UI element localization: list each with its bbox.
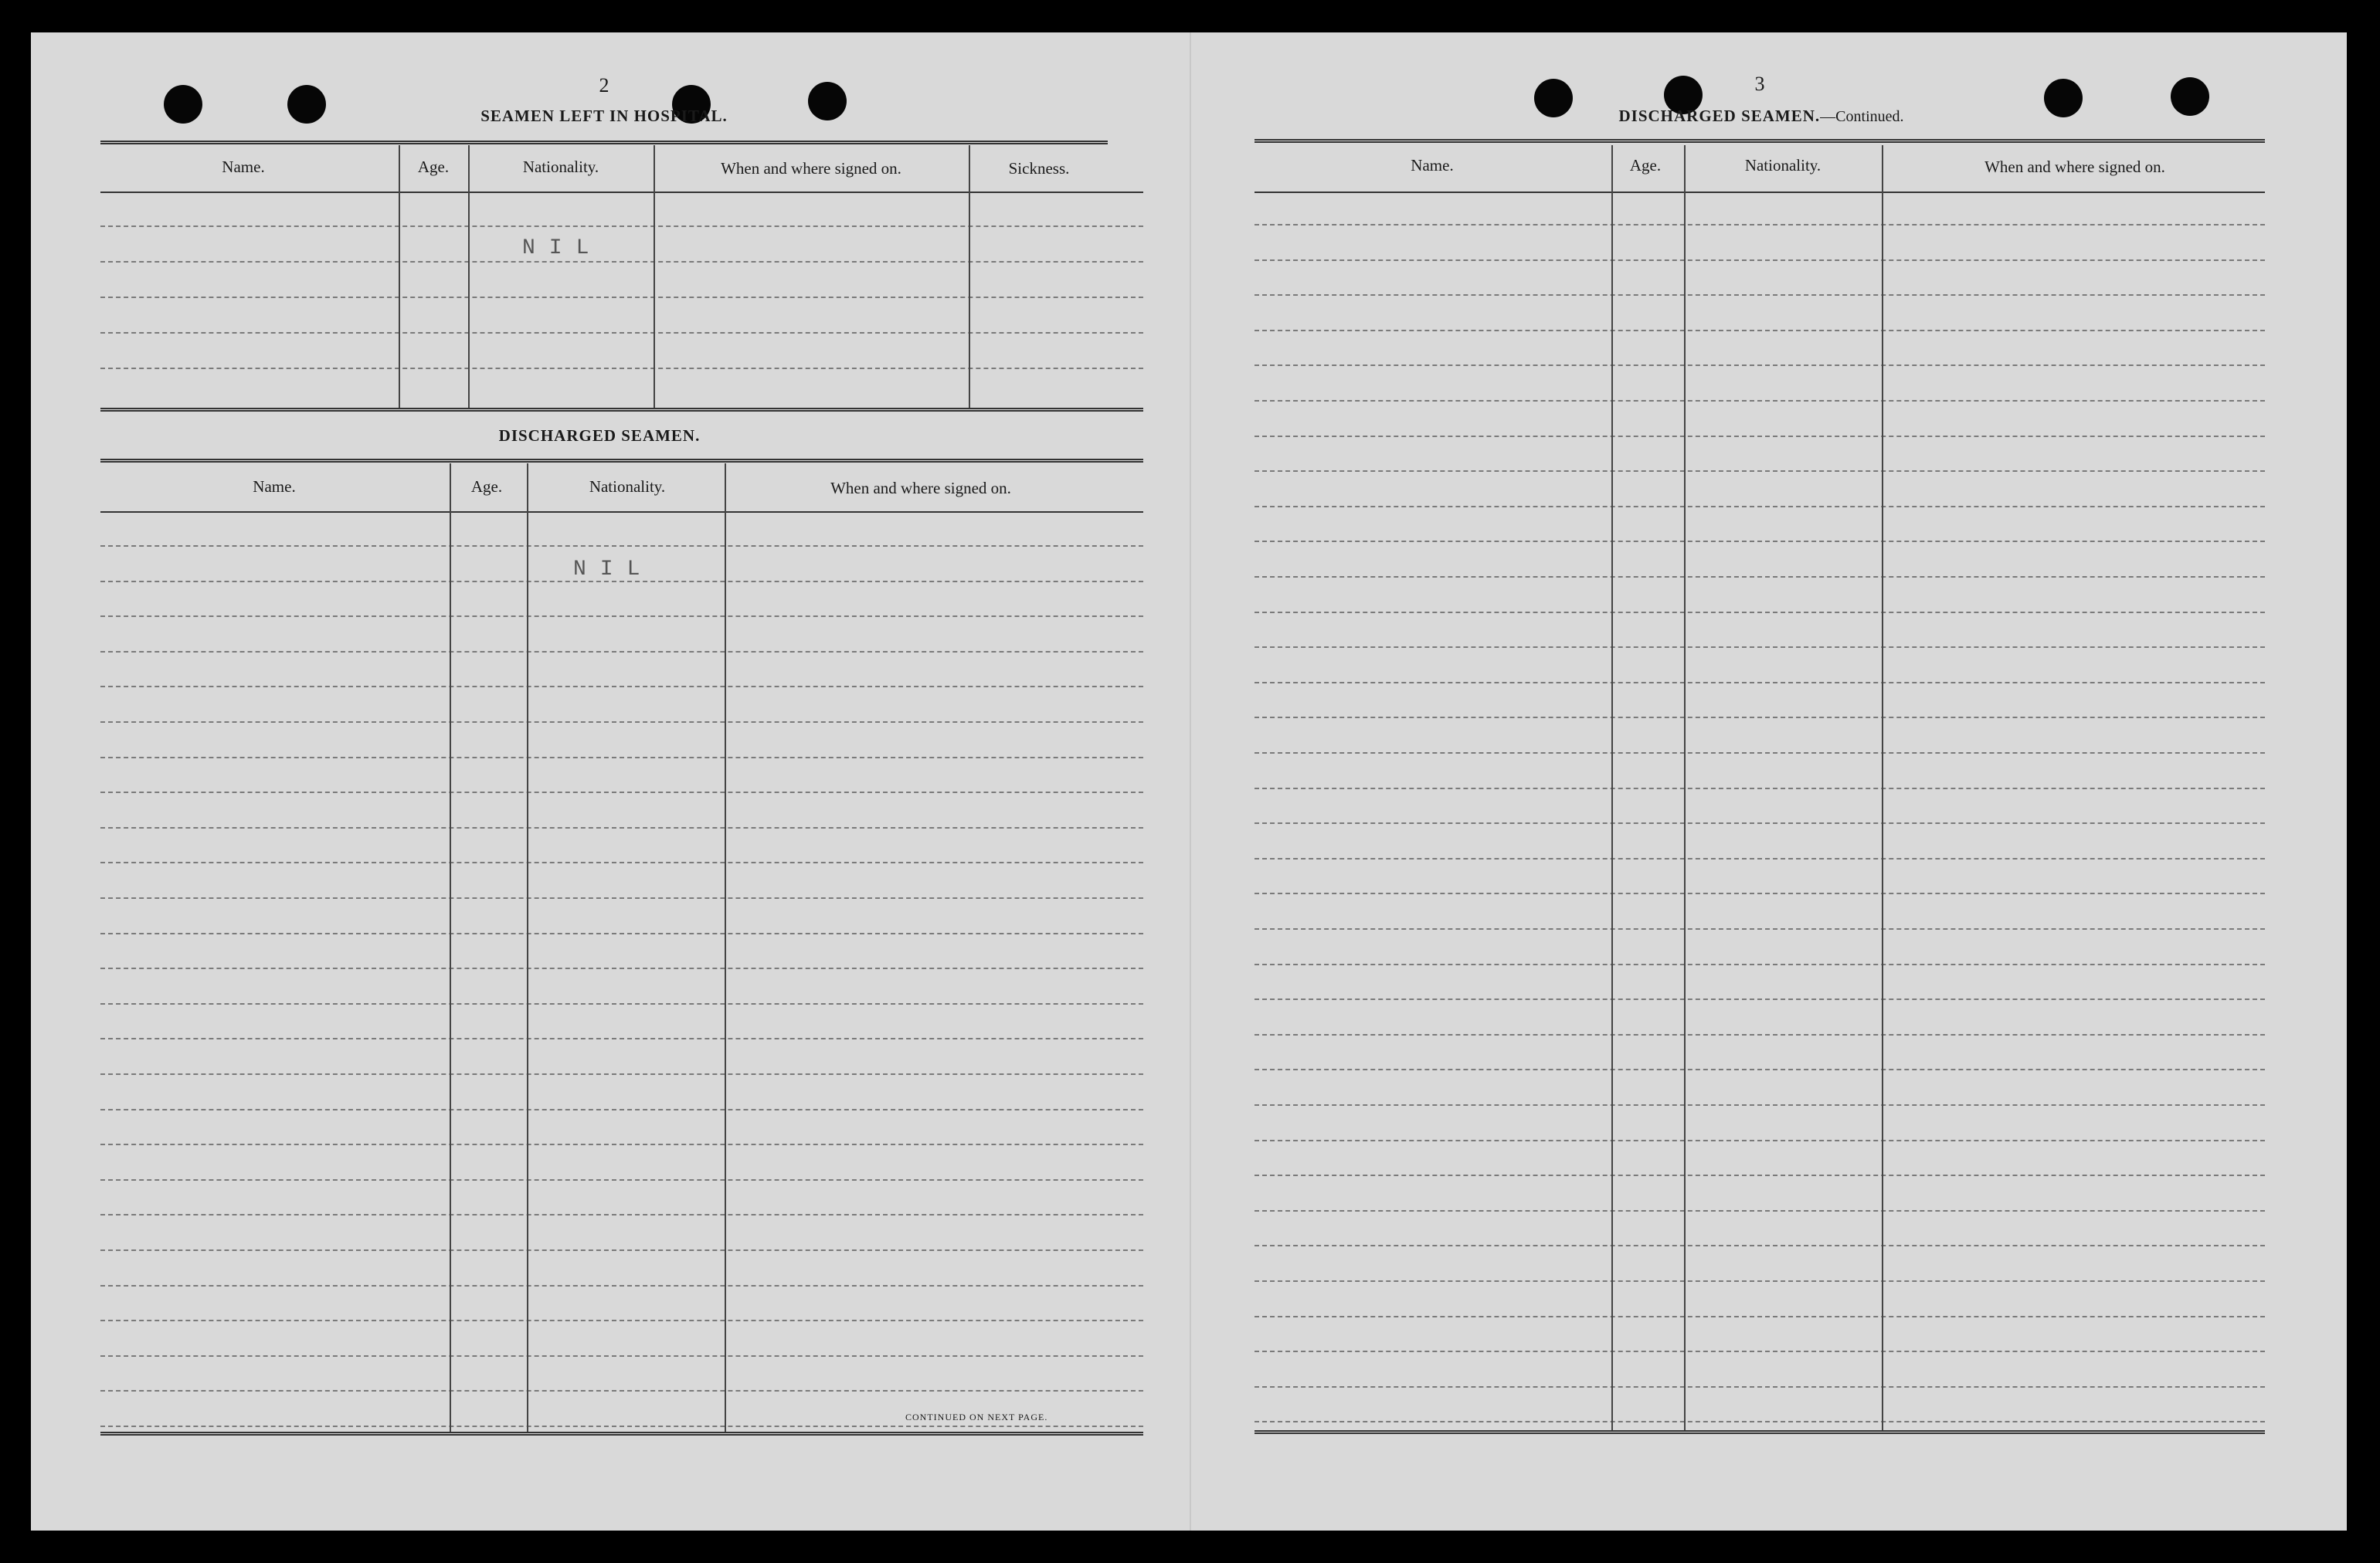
row-ruling-line — [1255, 259, 2265, 261]
row-ruling-line — [100, 1390, 1143, 1392]
hospital-col-divider — [969, 145, 970, 408]
discharged-col-divider — [527, 463, 528, 1432]
row-ruling-line — [1255, 541, 2265, 542]
row-ruling-line — [100, 757, 1143, 758]
row-ruling-line — [1255, 1104, 2265, 1106]
row-ruling-line — [100, 686, 1143, 687]
discharged-col-signed-on: When and where signed on. — [830, 479, 1011, 497]
right-col-nationality: Nationality. — [1744, 156, 1821, 175]
row-ruling-line — [1255, 646, 2265, 648]
row-ruling-line — [1255, 928, 2265, 930]
discharged-section-title: DISCHARGED SEAMEN. — [498, 426, 701, 445]
row-ruling-line — [100, 1003, 1143, 1005]
row-ruling-line — [1255, 470, 2265, 472]
row-ruling-line — [1255, 1069, 2265, 1070]
right-col-age: Age. — [1629, 156, 1662, 175]
row-ruling-line — [1255, 822, 2265, 824]
page-fold — [1190, 32, 1191, 1531]
row-ruling-line — [1255, 1245, 2265, 1246]
row-ruling-line — [1255, 436, 2265, 437]
row-ruling-line — [100, 332, 1143, 334]
row-ruling-line — [1255, 858, 2265, 859]
page-number: 3 — [1754, 73, 1765, 95]
ledger-sheet — [31, 32, 2347, 1531]
hospital-section-title: SEAMEN LEFT IN HOSPITAL. — [480, 107, 728, 125]
row-ruling-line — [100, 261, 1143, 263]
discharged-continued-title — [1618, 107, 1903, 126]
row-ruling-line — [100, 721, 1143, 723]
right-col-name: Name. — [1411, 156, 1454, 175]
row-ruling-line — [1255, 752, 2265, 754]
discharged-col-name: Name. — [253, 477, 296, 496]
right-col-divider — [1684, 145, 1686, 1432]
row-ruling-line — [100, 615, 1143, 617]
row-ruling-line — [1255, 1140, 2265, 1141]
right-table-top-rule — [1255, 139, 2265, 143]
row-ruling-line — [1255, 1280, 2265, 1282]
discharged-header-rule — [100, 511, 1143, 513]
row-ruling-line — [1255, 294, 2265, 296]
row-ruling-line — [1255, 506, 2265, 507]
right-col-divider — [1611, 145, 1613, 1432]
row-ruling-line — [1255, 1210, 2265, 1212]
row-ruling-line — [1255, 1034, 2265, 1036]
row-ruling-line — [100, 827, 1143, 829]
discharged-table-top-rule — [100, 459, 1143, 463]
row-ruling-line — [1255, 682, 2265, 683]
discharged-col-divider — [725, 463, 726, 1432]
row-ruling-line — [1255, 400, 2265, 402]
row-ruling-line — [100, 1179, 1143, 1181]
row-ruling-line — [100, 1109, 1143, 1110]
hospital-col-age: Age. — [417, 158, 450, 176]
row-ruling-line — [1255, 788, 2265, 789]
row-ruling-line — [100, 933, 1143, 934]
row-ruling-line — [100, 225, 1143, 227]
row-ruling-line — [1255, 964, 2265, 965]
row-ruling-line — [100, 897, 1143, 899]
right-page — [1197, 32, 2347, 1531]
discharged-col-nationality: Nationality. — [589, 477, 666, 496]
right-table-bottom-rule — [1255, 1430, 2265, 1434]
row-ruling-line — [1255, 576, 2265, 578]
hospital-col-sickness: Sickness. — [1008, 159, 1070, 178]
left-page — [31, 32, 1182, 1531]
hospital-table-bottom-rule — [100, 408, 1143, 412]
row-ruling-line — [1255, 893, 2265, 894]
discharged-nil-entry: NIL — [573, 558, 654, 581]
row-ruling-line — [100, 1073, 1143, 1075]
row-ruling-line — [1255, 1386, 2265, 1388]
row-ruling-line — [1255, 1316, 2265, 1317]
row-ruling-line — [100, 1144, 1143, 1145]
hospital-col-signed-on: When and where signed on. — [721, 159, 901, 178]
hospital-col-nationality: Nationality. — [522, 158, 599, 176]
discharged-table-bottom-rule — [100, 1432, 1143, 1436]
row-ruling-line — [100, 1320, 1143, 1321]
row-ruling-line — [1255, 717, 2265, 718]
hospital-col-divider — [654, 145, 655, 408]
page-number: 2 — [599, 74, 609, 97]
hospital-col-divider — [399, 145, 400, 408]
row-ruling-line — [1255, 1421, 2265, 1422]
row-ruling-line — [1255, 612, 2265, 613]
row-ruling-line — [1255, 364, 2265, 366]
row-ruling-line — [100, 1426, 1143, 1427]
title-text: DISCHARGED SEAMEN. — [1618, 107, 1821, 125]
hospital-nil-entry: NIL — [522, 236, 603, 260]
row-ruling-line — [100, 1249, 1143, 1251]
row-ruling-line — [100, 1214, 1143, 1215]
row-ruling-line — [100, 792, 1143, 793]
discharged-col-age: Age. — [470, 477, 503, 496]
row-ruling-line — [100, 1285, 1143, 1287]
row-ruling-line — [100, 862, 1143, 863]
discharged-col-divider — [450, 463, 451, 1432]
hospital-col-name: Name. — [222, 158, 265, 176]
row-ruling-line — [100, 1038, 1143, 1039]
right-col-divider — [1882, 145, 1883, 1432]
row-ruling-line — [1255, 330, 2265, 331]
row-ruling-line — [1255, 998, 2265, 1000]
row-ruling-line — [1255, 224, 2265, 225]
row-ruling-line — [100, 297, 1143, 298]
row-ruling-line — [100, 1355, 1143, 1357]
row-ruling-line — [100, 968, 1143, 969]
hospital-table-top-rule — [100, 141, 1108, 144]
right-col-signed-on: When and where signed on. — [1984, 158, 2165, 176]
row-ruling-line — [100, 651, 1143, 653]
row-ruling-line — [100, 368, 1143, 369]
hospital-header-rule — [100, 192, 1143, 193]
row-ruling-line — [1255, 1175, 2265, 1176]
row-ruling-line — [100, 545, 1143, 547]
title-continued: —Continued. — [1820, 108, 1904, 125]
row-ruling-line — [1255, 1351, 2265, 1352]
right-header-rule — [1255, 192, 2265, 193]
hospital-col-divider — [468, 145, 470, 408]
continued-footer: CONTINUED ON NEXT PAGE. — [905, 1412, 1048, 1422]
